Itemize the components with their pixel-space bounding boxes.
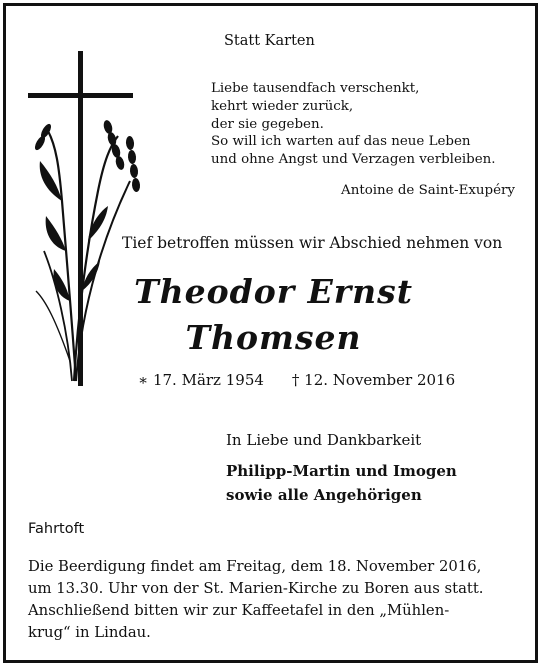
- notice-line: krug“ in Lindau.: [28, 624, 151, 641]
- poem-line: der sie gegeben.: [211, 116, 324, 132]
- life-dates: [138, 371, 455, 389]
- mourners-line2: sowie alle Angehörigen: [226, 486, 422, 504]
- poem-line: und ohne Angst und Verzagen verbleiben.: [211, 152, 496, 168]
- birth-date: ∗ 17. März 1954: [138, 371, 264, 389]
- death-date: † 12. November 2016: [291, 371, 456, 389]
- deceased-name-line1: Theodor Ernst: [134, 272, 413, 311]
- place: Fahrtoft: [28, 521, 85, 537]
- poem-line: So will ich warten auf das neue Leben: [211, 134, 471, 150]
- poem-author: Antoine de Saint-Exupéry: [341, 183, 515, 198]
- poem-line: Liebe tausendfach verschenkt,: [211, 81, 420, 96]
- deceased-name-line2: Thomsen: [185, 318, 362, 357]
- intro-text: Tief betroffen müssen wir Abschied nehmen von: [122, 234, 503, 252]
- notice-line: Anschließend bitten wir zur Kaffeetafel in den „Mühlen-: [28, 602, 450, 619]
- notice-line: Die Beerdigung findet am Freitag, dem 18. November 2016,: [28, 558, 482, 575]
- poem-line: kehrt wieder zurück,: [211, 98, 354, 114]
- funeral-notice: [28, 556, 484, 644]
- mourners-intro: In Liebe und Dankbarkeit: [226, 431, 422, 449]
- heading: Statt Karten: [224, 33, 315, 49]
- mourners-line1: Philipp-Martin und Imogen: [226, 462, 457, 480]
- notice-line: um 13.30. Uhr von der St. Marien-Kirche zu Boren aus statt.: [28, 580, 484, 597]
- obituary-card: [3, 3, 538, 663]
- poem: [211, 80, 496, 169]
